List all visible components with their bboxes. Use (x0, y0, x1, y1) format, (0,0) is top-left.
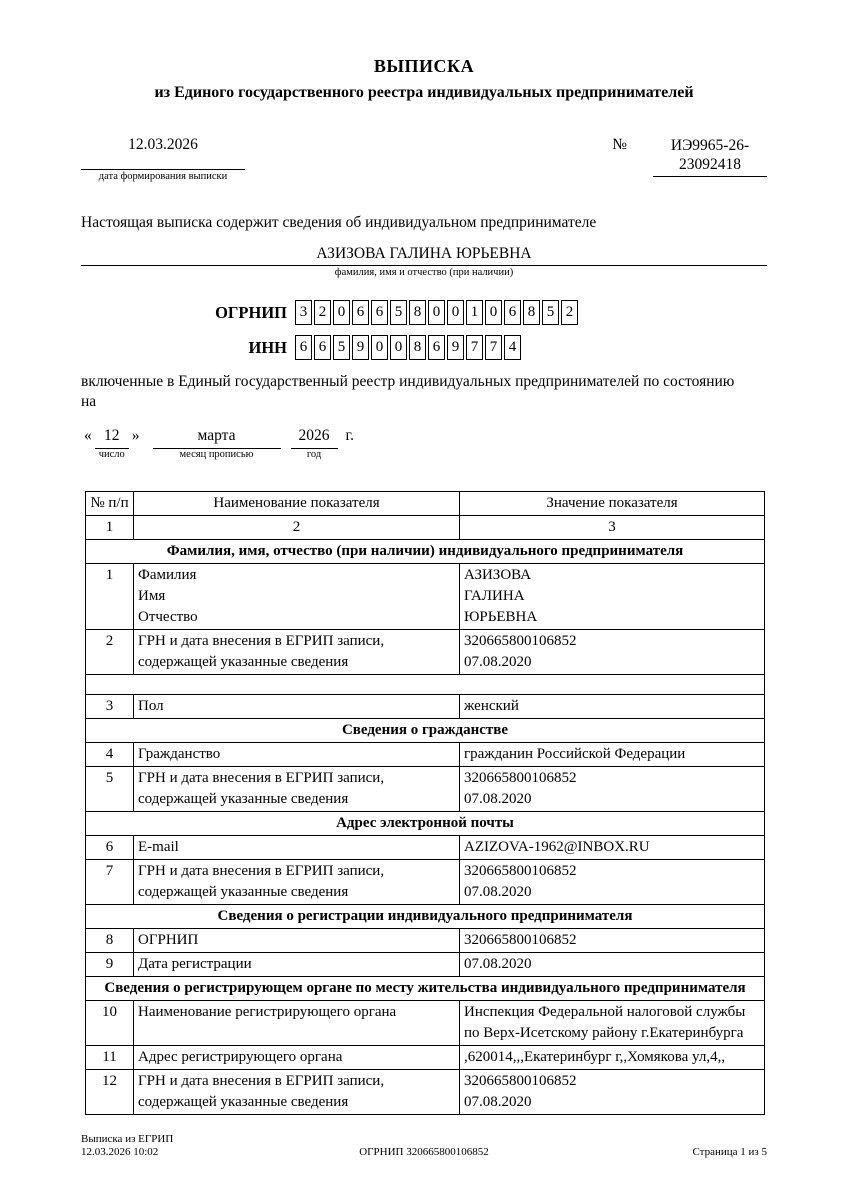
row-number-cell: 8 (86, 929, 134, 953)
section-row (86, 540, 765, 564)
ogrnip-digit-box: 8 (409, 300, 426, 325)
date-day-label: число (98, 449, 125, 460)
section-title: Сведения о регистрирующем органе по месту жительства индивидуального предпринимателя (86, 977, 765, 1001)
name-caption: фамилия, имя и отчество (при наличии) (334, 267, 514, 278)
section-row (86, 977, 765, 1001)
entrepreneur-name-block (81, 245, 767, 266)
row-number-cell: 1 (86, 564, 134, 630)
column-number: 2 (134, 516, 460, 540)
section-title: Адрес электронной почты (86, 812, 765, 836)
info-table (85, 491, 765, 1115)
ogrnip-digit-box: 6 (352, 300, 369, 325)
inn-digit-box: 0 (390, 335, 407, 360)
included-text: включенные в Единый государственный реестр индивидуальных предпринимателей по состоянию на (81, 373, 735, 410)
ogrnip-digit-box: 0 (428, 300, 445, 325)
indicator-value-cell: 320665800106852 07.08.2020 (460, 767, 765, 812)
section-title: Сведения о регистрации индивидуального предпринимателя (86, 905, 765, 929)
inn-digit-boxes (295, 335, 523, 360)
page-subtitle: из Единого государственного реестра индивидуальных предпринимателей (154, 84, 694, 101)
section-row (86, 905, 765, 929)
indicator-name-cell: ГРН и дата внесения в ЕГРИП записи, содержащей указанные сведения (134, 767, 460, 812)
row-number-cell: 12 (86, 1070, 134, 1115)
entry-date-row (81, 427, 767, 460)
inn-digit-box: 6 (428, 335, 445, 360)
row-number-cell: 5 (86, 767, 134, 812)
section-row (86, 719, 765, 743)
indicator-value-cell: Инспекция Федеральной налоговой службы по Верх-Исетскому району г.Екатеринбурга (460, 1001, 765, 1046)
formation-date-label: дата формирования выписки (98, 171, 228, 182)
footer-page-number: Страница 1 из 5 (692, 1146, 767, 1158)
ogrnip-label: ОГРНИП (215, 302, 287, 322)
indicator-name-cell: ГРН и дата внесения в ЕГРИП записи, содержащей указанные сведения (134, 630, 460, 675)
ogrnip-digit-box: 5 (390, 300, 407, 325)
section-title: Сведения о гражданстве (86, 719, 765, 743)
formation-date-block (81, 136, 245, 182)
column-header: Значение показателя (460, 492, 765, 516)
row-number-cell: 6 (86, 836, 134, 860)
indicator-value-cell: 320665800106852 07.08.2020 (460, 860, 765, 905)
inn-digit-box: 9 (447, 335, 464, 360)
table-row (86, 1046, 765, 1070)
inn-label: ИНН (248, 337, 287, 357)
inn-digit-box: 5 (333, 335, 350, 360)
ogrnip-digit-box: 5 (542, 300, 559, 325)
inn-digit-box: 0 (371, 335, 388, 360)
row-number-cell: 3 (86, 695, 134, 719)
date-year-field (291, 427, 338, 460)
column-numbers-row (86, 516, 765, 540)
ogrnip-digit-box: 0 (447, 300, 464, 325)
date-number-row (81, 136, 767, 182)
column-header: Наименование показателя (134, 492, 460, 516)
page-footer (81, 1133, 767, 1159)
indicator-value-cell: 320665800106852 07.08.2020 (460, 630, 765, 675)
doc-number-block (612, 136, 767, 177)
table-row (86, 836, 765, 860)
doc-number-line1: ИЭ9965-26- (670, 137, 750, 154)
table-row (86, 767, 765, 812)
indicator-name-cell: E-mail (134, 836, 460, 860)
date-month: марта (197, 427, 236, 444)
inn-row (81, 335, 767, 360)
empty-row (86, 675, 765, 695)
date-year-label: год (306, 449, 322, 460)
ogrnip-digit-boxes (295, 300, 580, 325)
ogrnip-digit-box: 1 (466, 300, 483, 325)
number-sign: № (612, 136, 627, 153)
row-number-cell: 10 (86, 1001, 134, 1046)
indicator-name-cell: ОГРНИП (134, 929, 460, 953)
row-number-cell: 2 (86, 630, 134, 675)
footer-datetime: 12.03.2026 10:02 (81, 1146, 159, 1158)
indicator-name-cell: Пол (134, 695, 460, 719)
indicator-value-cell: АЗИЗОВА ГАЛИНА ЮРЬЕВНА (460, 564, 765, 630)
row-number-cell: 7 (86, 860, 134, 905)
footer-ogrnip: ОГРНИП 320665800106852 (359, 1146, 489, 1158)
codes-block (81, 300, 767, 360)
inn-digit-box: 6 (314, 335, 331, 360)
empty-cell (86, 675, 765, 695)
date-day-field (95, 427, 129, 460)
ogrnip-digit-box: 0 (485, 300, 502, 325)
indicator-name-cell: ГРН и дата внесения в ЕГРИП записи, содержащей указанные сведения (134, 860, 460, 905)
ogrnip-digit-box: 6 (371, 300, 388, 325)
section-row (86, 812, 765, 836)
inn-digit-box: 7 (485, 335, 502, 360)
ogrnip-digit-box: 6 (504, 300, 521, 325)
indicator-value-cell: AZIZOVA-1962@INBOX.RU (460, 836, 765, 860)
ogrnip-row (81, 300, 767, 325)
indicator-name-cell: ГРН и дата внесения в ЕГРИП записи, содержащей указанные сведения (134, 1070, 460, 1115)
row-number-cell: 4 (86, 743, 134, 767)
indicator-value-cell: ,620014,,,Екатеринбург г,,Хомякова ул,4,, (460, 1046, 765, 1070)
footer-left (81, 1133, 301, 1159)
indicator-value-cell: 320665800106852 07.08.2020 (460, 1070, 765, 1115)
inn-digit-box: 4 (504, 335, 521, 360)
row-number-cell: 11 (86, 1046, 134, 1070)
indicator-name-cell: Гражданство (134, 743, 460, 767)
inn-digit-box: 8 (409, 335, 426, 360)
table-row (86, 860, 765, 905)
close-quote: » (131, 427, 140, 444)
table-row (86, 1070, 765, 1115)
date-day: 12 (104, 427, 120, 444)
indicator-name-cell: Дата регистрации (134, 953, 460, 977)
indicator-value-cell: женский (460, 695, 765, 719)
doc-number-line2: 23092418 (679, 156, 741, 173)
ogrnip-digit-box: 2 (314, 300, 331, 325)
indicator-value-cell: гражданин Российской Федерации (460, 743, 765, 767)
table-row (86, 953, 765, 977)
section-title: Фамилия, имя, отчество (при наличии) индивидуального предпринимателя (86, 540, 765, 564)
indicator-name-cell: Наименование регистрирующего органа (134, 1001, 460, 1046)
table-row (86, 564, 765, 630)
ogrnip-digit-box: 3 (295, 300, 312, 325)
ogrnip-digit-box: 8 (523, 300, 540, 325)
date-month-field (153, 427, 281, 460)
ogrnip-digit-box: 2 (561, 300, 578, 325)
inn-digit-box: 7 (466, 335, 483, 360)
row-number-cell: 9 (86, 953, 134, 977)
indicator-value-cell: 320665800106852 (460, 929, 765, 953)
footer-doc-type: Выписка из ЕГРИП (81, 1133, 174, 1145)
inn-digit-box: 6 (295, 335, 312, 360)
indicator-name-cell: Адрес регистрирующего органа (134, 1046, 460, 1070)
indicator-name-cell: Фамилия Имя Отчество (134, 564, 460, 630)
table-row (86, 1001, 765, 1046)
date-month-label: месяц прописью (179, 449, 254, 460)
year-suffix: г. (345, 427, 354, 444)
page-title: ВЫПИСКА (373, 56, 475, 76)
statement-text: Настоящая выписка содержит сведения об индивидуальном предпринимателе (81, 214, 597, 231)
indicator-value-cell: 07.08.2020 (460, 953, 765, 977)
ogrnip-digit-box: 0 (333, 300, 350, 325)
entrepreneur-name: АЗИЗОВА ГАЛИНА ЮРЬЕВНА (316, 245, 532, 262)
column-number: 1 (86, 516, 134, 540)
table-row (86, 743, 765, 767)
table-header-row (86, 492, 765, 516)
doc-number (653, 136, 767, 177)
table-row (86, 630, 765, 675)
formation-date: 12.03.2026 (81, 136, 245, 170)
date-year: 2026 (298, 427, 330, 444)
inn-digit-box: 9 (352, 335, 369, 360)
open-quote: « (84, 427, 92, 444)
table-row (86, 695, 765, 719)
column-number: 3 (460, 516, 765, 540)
column-header: № п/п (86, 492, 134, 516)
table-row (86, 929, 765, 953)
